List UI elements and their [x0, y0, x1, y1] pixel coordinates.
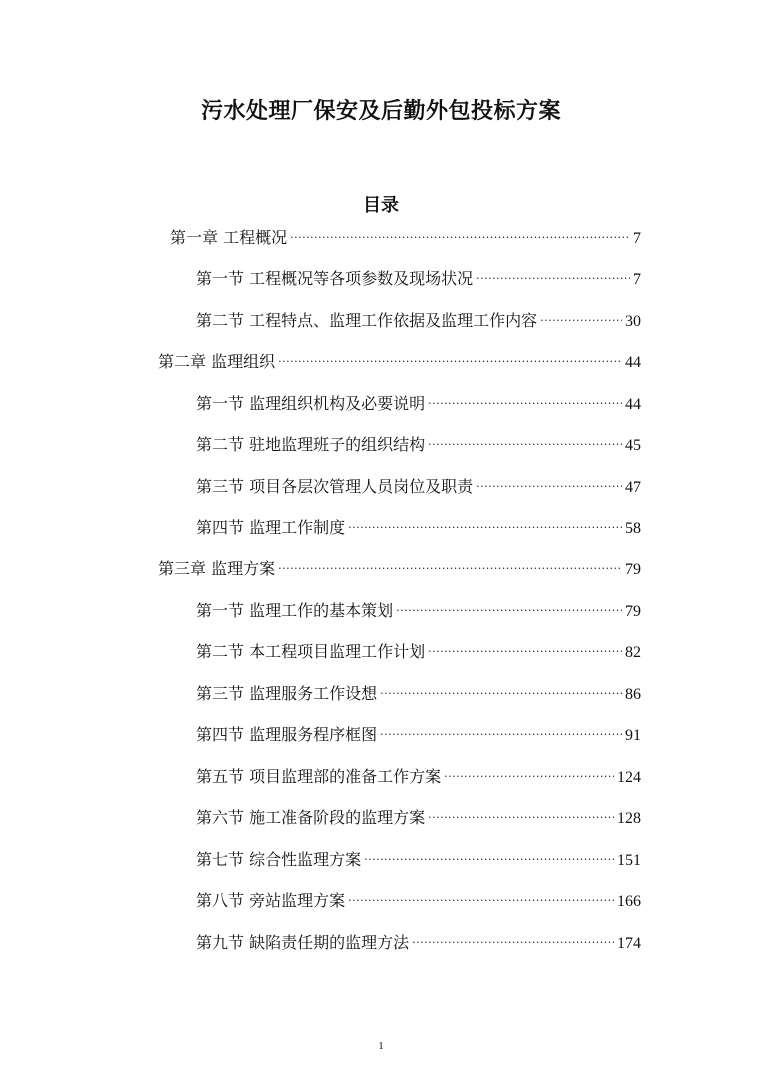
dot-leader — [428, 387, 622, 409]
document-title: 污水处理厂保安及后勤外包投标方案 — [200, 99, 561, 124]
toc-entry-page-number: 82 — [625, 644, 641, 661]
toc-chapter-entry[interactable] — [170, 221, 641, 247]
toc-entry-page-number: 47 — [625, 479, 641, 496]
toc-section-entry[interactable] — [196, 594, 641, 620]
toc-entry-label: 第三节 项目各层次管理人员岗位及职责 — [196, 477, 474, 496]
dot-leader — [364, 843, 614, 865]
toc-entry-label: 第二节 工程特点、监理工作依据及监理工作内容 — [196, 311, 538, 330]
dot-leader — [290, 221, 630, 243]
toc-entry-label: 第七节 综合性监理方案 — [196, 850, 362, 869]
toc-section-entry[interactable] — [196, 843, 641, 869]
dot-leader — [476, 262, 630, 284]
toc-entry-page-number: 79 — [625, 561, 641, 578]
dot-leader — [540, 304, 622, 326]
toc-entry-page-number: 151 — [617, 852, 641, 869]
toc-section-entry[interactable] — [196, 926, 641, 952]
toc-entry-page-number: 44 — [625, 396, 641, 413]
dot-leader — [428, 428, 622, 450]
toc-section-entry[interactable] — [196, 677, 641, 703]
toc-entry-page-number: 58 — [625, 520, 641, 537]
toc-entry-label: 第一节 监理工作的基本策划 — [196, 601, 394, 620]
toc-entry-label: 第二章 监理组织 — [158, 352, 276, 371]
toc-entry-label: 第五节 项目监理部的准备工作方案 — [196, 767, 442, 786]
dot-leader — [278, 345, 622, 367]
toc-section-entry[interactable] — [196, 718, 641, 744]
toc-entry-label: 第一节 监理组织机构及必要说明 — [196, 394, 426, 413]
toc-entry-page-number: 30 — [625, 313, 641, 330]
toc-entry-page-number: 79 — [625, 603, 641, 620]
toc-section-entry[interactable] — [196, 387, 641, 413]
toc-section-entry[interactable] — [196, 635, 641, 661]
toc-entry-page-number: 44 — [625, 354, 641, 371]
toc-section-entry[interactable] — [196, 884, 641, 910]
toc-entry-label: 第一节 工程概况等各项参数及现场状况 — [196, 269, 474, 288]
toc-entry-label: 第二节 驻地监理班子的组织结构 — [196, 435, 426, 454]
dot-leader — [476, 470, 622, 492]
toc-section-entry[interactable] — [196, 470, 641, 496]
dot-leader — [380, 718, 622, 740]
dot-leader — [380, 677, 622, 699]
toc-entry-page-number: 45 — [625, 437, 641, 454]
dot-leader — [412, 926, 614, 948]
toc-entry-page-number: 166 — [617, 893, 641, 910]
toc-entry-label: 第三节 监理服务工作设想 — [196, 684, 378, 703]
toc-entry-page-number: 7 — [633, 230, 641, 247]
toc-entry-page-number: 7 — [633, 271, 641, 288]
dot-leader — [428, 801, 614, 823]
toc-section-entry[interactable] — [196, 304, 641, 330]
page-number: 1 — [378, 1040, 384, 1052]
toc-entry-label: 第一章 工程概况 — [170, 228, 288, 247]
toc-entry-label: 第二节 本工程项目监理工作计划 — [196, 642, 426, 661]
toc-section-entry[interactable] — [196, 760, 641, 786]
toc-section-entry[interactable] — [196, 511, 641, 537]
dot-leader — [278, 552, 622, 574]
toc-entry-label: 第四节 监理服务程序框图 — [196, 725, 378, 744]
toc-entry-label: 第六节 施工准备阶段的监理方案 — [196, 808, 426, 827]
dot-leader — [428, 635, 622, 657]
toc-entry-label: 第四节 监理工作制度 — [196, 518, 346, 537]
dot-leader — [348, 511, 622, 533]
toc-section-entry[interactable] — [196, 428, 641, 454]
toc-chapter-entry[interactable] — [158, 552, 641, 578]
toc-entry-label: 第九节 缺陷责任期的监理方法 — [196, 933, 410, 952]
toc-entry-page-number: 86 — [625, 686, 641, 703]
toc-entry-page-number: 91 — [625, 727, 641, 744]
toc-entry-page-number: 124 — [617, 769, 641, 786]
toc-section-entry[interactable] — [196, 801, 641, 827]
toc-chapter-entry[interactable] — [158, 345, 641, 371]
toc-entry-label: 第八节 旁站监理方案 — [196, 891, 346, 910]
dot-leader — [348, 884, 614, 906]
toc-entry-label: 第三章 监理方案 — [158, 559, 276, 578]
toc-heading: 目录 — [363, 195, 399, 216]
toc-entry-page-number: 128 — [617, 810, 641, 827]
dot-leader — [444, 760, 614, 782]
toc-entry-page-number: 174 — [617, 935, 641, 952]
dot-leader — [396, 594, 622, 616]
toc-section-entry[interactable] — [196, 262, 641, 288]
